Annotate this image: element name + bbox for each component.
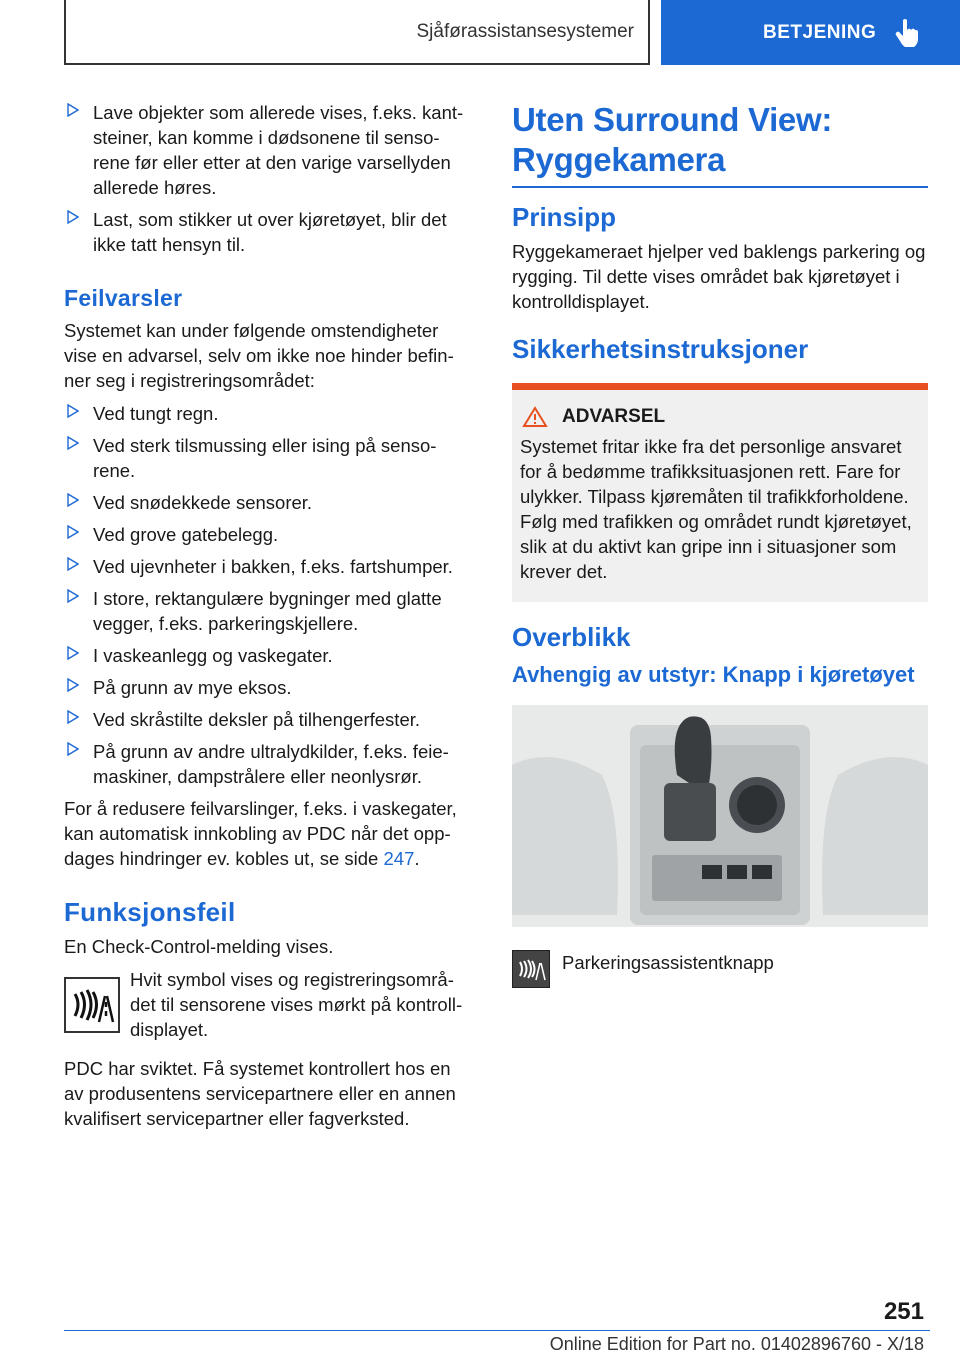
bullet-triangle-icon	[67, 589, 79, 603]
header-chapter-title: BETJENING	[763, 21, 877, 43]
footer-rule	[64, 1330, 930, 1331]
page-number: 251	[883, 1298, 924, 1325]
list-item: Last, som stikker ut over kjøretøyet, blir det ikke tatt hensyn til.	[64, 207, 466, 257]
pdc-sensor-icon	[64, 977, 120, 1033]
prinsipp-heading: Prinsipp	[512, 202, 617, 232]
list-item: I vaskeanlegg og vaskegater.	[64, 643, 466, 668]
list-item: Ved snødekkede sensorer.	[64, 490, 466, 515]
header-section-tab	[64, 0, 650, 65]
bullet-triangle-icon	[67, 710, 79, 724]
funksjonsfeil-intro: En Check-Control-melding vises.	[64, 936, 334, 957]
pdc-failed-text: PDC har sviktet. Få systemet kontrollert hos en av produsentens servicepartnere eller en annen kvalifisert servicepartner eller fagverksted.	[64, 1058, 456, 1129]
reduce-paragraph: For å redusere feilvarslinger, f.eks. i vaskegater, kan automatisk innkobling av PDC når det oppdages hindringer ev. kobles ut, se side 247.	[64, 798, 457, 869]
list-item: Ved ujevnheter i bakken, f.eks. fartshumper.	[64, 554, 466, 579]
right-column	[512, 100, 928, 988]
bullet-triangle-icon	[67, 493, 79, 507]
list-item: På grunn av mye eksos.	[64, 675, 466, 700]
warning-text: Systemet fritar ikke fra det personlige ansvaret for å bedømme trafikksituasjonen rett. Fare for ulykker. Tilpass kjøremåten til trafikkforholdene. Følg med trafikken og området rundt kjøretøyet, slik at du aktivt kan gripe inn i situasjoner som krever det.	[520, 436, 912, 582]
limitations-list	[64, 100, 466, 257]
center-console-photo	[512, 705, 928, 927]
caption-row	[512, 950, 928, 988]
feilvarsler-heading: Feilvarsler	[64, 285, 183, 311]
bullet-triangle-icon	[67, 678, 79, 692]
header-chapter-tab	[661, 0, 960, 65]
left-column	[64, 100, 466, 1131]
list-item: I store, rektangulære bygninger med glatte vegger, f.eks. parkeringskjellere.	[64, 586, 466, 636]
list-item: Ved tungt regn.	[64, 401, 466, 426]
bullet-triangle-icon	[67, 557, 79, 571]
page-reference-link[interactable]: 247	[383, 848, 415, 869]
page-title: Uten Surround View: Ryggekamera	[512, 101, 833, 178]
photo-caption: Parkeringsassistentknapp	[562, 952, 774, 973]
list-item: Lave objekter som allerede vises, f.eks. kantsteiner, kan komme i dødsonene til sensorene før eller etter at den varige varsellyden allerede høres.	[64, 100, 466, 200]
bullet-triangle-icon	[67, 210, 79, 224]
bullet-triangle-icon	[67, 103, 79, 117]
bullet-triangle-icon	[67, 404, 79, 418]
title-rule	[512, 186, 928, 188]
list-item: Ved sterk tilsmussing eller ising på sensorene.	[64, 433, 466, 483]
overblikk-heading: Overblikk	[512, 622, 631, 652]
footer-edition: Online Edition for Part no. 01402896760 - X/18	[549, 1334, 924, 1354]
symbol-row	[64, 967, 466, 1042]
warning-triangle-icon	[522, 406, 548, 428]
prinsipp-text: Ryggekameraet hjelper ved baklengs parkering og rygging. Til dette vises området bak kjøretøyet i kontrolldisplayet.	[512, 241, 926, 312]
symbol-description: Hvit symbol vises og registreringsområdet til sensorene vises mørkt på kontrolldisplayet.	[130, 969, 463, 1040]
feilvarsler-list	[64, 401, 466, 789]
header-section-title: Sjåførassistansesystemer	[416, 20, 634, 42]
safety-heading: Sikkerhetsinstruksjoner	[512, 334, 809, 364]
list-item: Ved grove gatebelegg.	[64, 522, 466, 547]
bullet-triangle-icon	[67, 525, 79, 539]
pdc-sensor-icon	[512, 950, 550, 988]
warning-box	[512, 383, 928, 602]
bullet-triangle-icon	[67, 742, 79, 756]
bullet-triangle-icon	[67, 436, 79, 450]
list-item: På grunn av andre ultralydkilder, f.eks. feiemaskiner, dampstrålere eller neonlysrør.	[64, 739, 466, 789]
list-item: Ved skråstilte deksler på tilhengerfester.	[64, 707, 466, 732]
hand-pointer-icon	[894, 18, 922, 48]
bullet-triangle-icon	[67, 646, 79, 660]
equipment-heading: Avhengig av utstyr: Knapp i kjøretøyet	[512, 662, 915, 687]
warning-title: ADVARSEL	[562, 406, 666, 427]
funksjonsfeil-heading: Funksjonsfeil	[64, 897, 236, 927]
feilvarsler-intro: Systemet kan under følgende omstendigheter vise en advarsel, selv om ikke noe hinder befinner seg i registreringsområdet:	[64, 320, 454, 391]
warning-title-row	[520, 406, 920, 428]
